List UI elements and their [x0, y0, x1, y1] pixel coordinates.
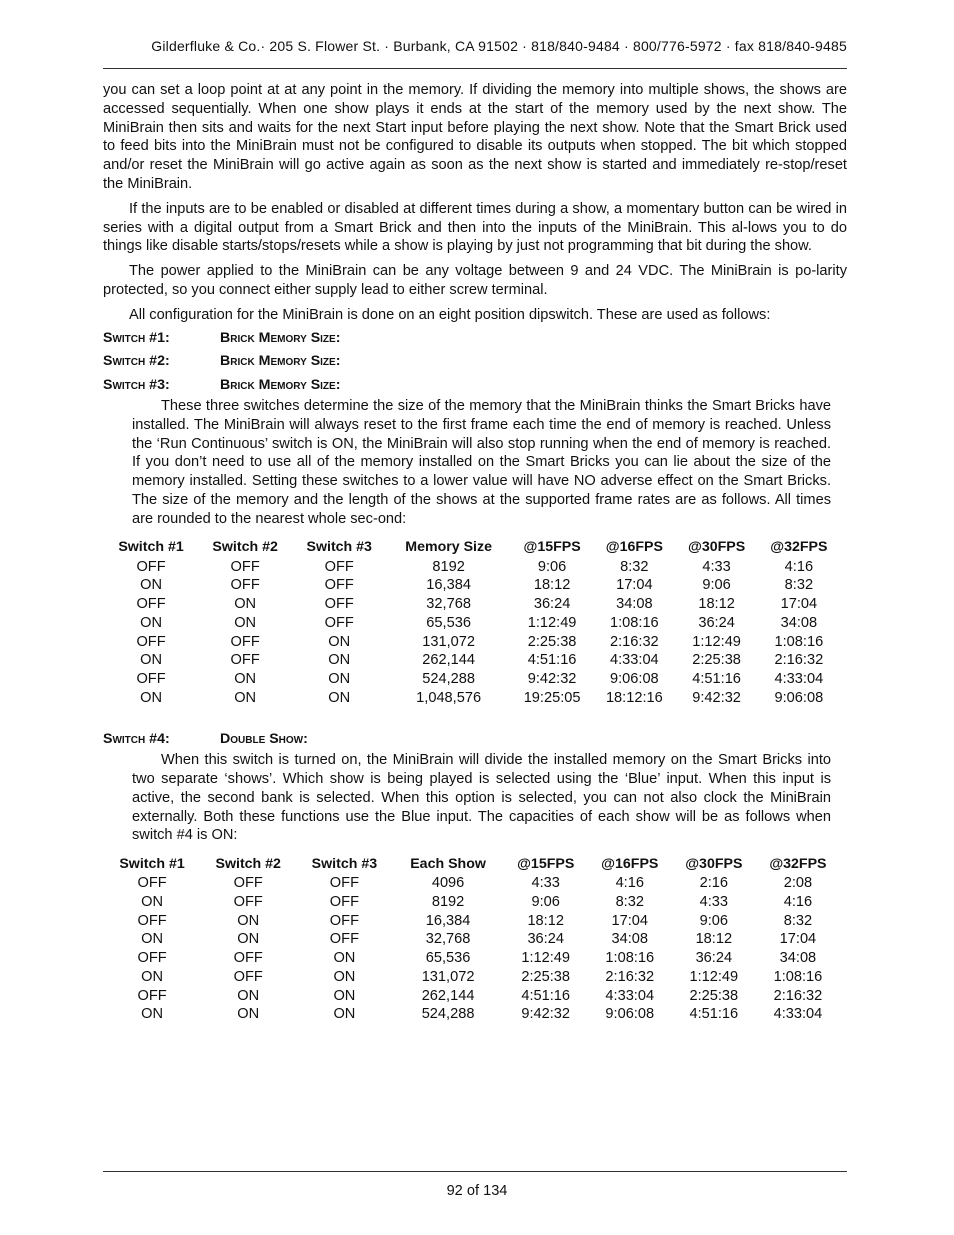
table-cell: 2:16: [699, 875, 729, 892]
table-header-row: [104, 538, 840, 558]
table-cell: OFF: [329, 931, 359, 948]
table-cell: ON: [141, 931, 164, 948]
table-cell: 36:24: [527, 931, 564, 948]
table-cell: 9:06: [531, 893, 560, 910]
table-cell: 8:32: [615, 893, 644, 910]
table-cell: OFF: [329, 875, 359, 892]
table-cell: ON: [140, 652, 162, 669]
column-header: @16FPS: [601, 855, 659, 872]
table-cell: 131,072: [421, 968, 475, 985]
table-cell: 18:12:16: [605, 689, 663, 706]
table-cell: 8:32: [783, 912, 813, 929]
table-cell: ON: [328, 671, 351, 688]
double-show-description: When this switch is turned on, the MiniBrain will divide the installed memory on the Smart Bricks into two separate ‘shows’. Which show is being played is selected using the ‘Blue’ input. When this input is active, the second bank is selected. When this option is selected, you can not also clock the MiniBrain externally. Both these functions use the Blue input. The capacities of each show will be as follows when switch #4 is ON:: [132, 752, 831, 844]
table-cell: 2:25:38: [527, 633, 577, 650]
table-cell: 4:51:16: [521, 987, 571, 1004]
table-cell: 16,384: [426, 577, 471, 594]
switch-2-title: Brick Memory Size:: [220, 353, 341, 370]
switch-2-heading: [103, 350, 847, 374]
table-cell: OFF: [233, 968, 263, 985]
table-header-row: [104, 854, 840, 874]
table-cell: 16,384: [425, 912, 471, 929]
table-cell: 4:33:04: [609, 652, 659, 669]
table-cell: OFF: [230, 652, 260, 669]
table-cell: 9:06: [537, 558, 567, 575]
column-header: Switch #2: [212, 539, 278, 556]
table-cell: ON: [237, 1006, 260, 1023]
column-header: Each Show: [410, 855, 486, 872]
switch-4-label: Switch #4:: [103, 730, 170, 747]
table-cell: OFF: [233, 893, 263, 910]
table-cell: ON: [328, 652, 351, 669]
table-cell: ON: [234, 689, 257, 706]
table-cell: OFF: [137, 912, 167, 929]
table-cell: OFF: [233, 950, 263, 967]
table-cell: 34:08: [779, 950, 817, 967]
table-cell: ON: [237, 912, 260, 929]
table-row: [104, 949, 840, 968]
column-header: Memory Size: [405, 539, 492, 556]
table-cell: 1:12:49: [692, 633, 741, 650]
table-row: [104, 987, 840, 1006]
table-cell: ON: [141, 1006, 164, 1023]
table-row: [104, 576, 840, 595]
table-cell: ON: [333, 987, 356, 1004]
table-row: [104, 689, 840, 708]
paragraph-inputs: If the inputs are to be enabled or disabled at different times during a show, a momentary button can be wired in series with a digital output from a Smart Brick and then into the inputs of the MiniBrain. This al-lows you to do things like disable starts/stops/resets while a show is playing by just not programming that bit during the show.: [103, 200, 847, 255]
table-cell: 65,536: [426, 614, 471, 631]
table-cell: 4:33: [702, 558, 731, 575]
footer-divider: [103, 1171, 847, 1172]
table-cell: 2:16:32: [605, 968, 655, 985]
table-cell: OFF: [233, 875, 263, 892]
column-header: Switch #1: [118, 539, 184, 556]
switch-1-label: Switch #1:: [103, 329, 170, 346]
table-cell: ON: [328, 633, 351, 650]
table-cell: 2:08: [783, 875, 813, 892]
table-cell: 8192: [431, 893, 465, 910]
table-row: [104, 930, 840, 949]
table-row: [104, 651, 840, 670]
column-header: @15FPS: [523, 539, 581, 556]
table-cell: 17:04: [616, 577, 653, 594]
switch-1-heading: [103, 327, 847, 351]
table-cell: 18:12: [533, 577, 571, 594]
table-cell: OFF: [230, 577, 260, 594]
table-cell: ON: [333, 950, 356, 967]
column-header: Switch #2: [215, 855, 281, 872]
switch-4-title: Double Show:: [220, 730, 308, 747]
switch-1-title: Brick Memory Size:: [220, 329, 341, 346]
table-cell: ON: [234, 614, 257, 631]
table-cell: 1:08:16: [773, 968, 823, 985]
table-cell: OFF: [329, 893, 359, 910]
table-cell: 34:08: [780, 614, 818, 631]
table-row: [104, 558, 840, 577]
table-cell: 2:25:38: [689, 987, 739, 1004]
table-cell: 4:51:16: [689, 1006, 739, 1023]
table-cell: 9:06: [699, 912, 729, 929]
table-cell: OFF: [136, 633, 166, 650]
table-cell: ON: [234, 596, 257, 613]
switch-3-label: Switch #3:: [103, 376, 170, 393]
table-cell: ON: [140, 689, 162, 706]
table-cell: 9:42:32: [527, 671, 577, 688]
table-cell: OFF: [324, 558, 354, 575]
table-cell: 9:42:32: [521, 1006, 571, 1023]
table-cell: 4:16: [784, 558, 814, 575]
table-cell: 18:12: [695, 931, 733, 948]
switch-3-heading: [103, 374, 847, 398]
table-cell: OFF: [230, 633, 260, 650]
paragraph-config: All configuration for the MiniBrain is done on an eight position dipswitch. These are used as follows:: [129, 306, 771, 323]
table-cell: OFF: [136, 596, 166, 613]
table-cell: 19:25:05: [523, 689, 581, 706]
table-cell: 32,768: [426, 596, 471, 613]
paragraph-power: The power applied to the MiniBrain can be any voltage between 9 and 24 VDC. The MiniBrain is po-larity protected, so you connect either supply lead to either screw terminal.: [103, 263, 847, 298]
column-header: @16FPS: [605, 539, 663, 556]
table-cell: 17:04: [779, 931, 817, 948]
table-cell: 4:33: [531, 875, 560, 892]
table-cell: ON: [141, 893, 164, 910]
table-cell: ON: [140, 614, 162, 631]
table-row: [104, 633, 840, 652]
table-cell: 4:16: [783, 893, 813, 910]
table-cell: 4:33:04: [605, 987, 655, 1004]
header-divider: [103, 68, 847, 69]
table-cell: 1:12:49: [521, 950, 571, 967]
paragraph-loop-point: you can set a loop point at at any point in the memory. If dividing the memory into multiple shows, the shows are accessed sequentially. When one show plays it ends at the start of the memory used by the next show. The MiniBrain then sits and waits for the next Start input before playing the next show. Note that the Smart Brick used to feed bits into the MiniBrain must not be configured to disable its outputs when stopped. The bit which stopped and/or reset the MiniBrain will go active again as soon as the next show is started and immediately re-stop/reset the MiniBrain.: [103, 82, 847, 192]
table-cell: 1:08:16: [605, 950, 655, 967]
table-cell: ON: [237, 931, 260, 948]
table-cell: 4:51:16: [692, 671, 741, 688]
table-cell: 65,536: [425, 950, 471, 967]
table-cell: 17:04: [780, 596, 818, 613]
table-cell: ON: [234, 671, 257, 688]
table-cell: 4096: [431, 875, 465, 892]
table-row: [104, 968, 840, 987]
table-cell: 1:12:49: [527, 614, 577, 631]
page-number: 92 of 134: [446, 1183, 508, 1199]
table-row: [104, 874, 840, 893]
table-row: [104, 912, 840, 931]
column-header: @32FPS: [770, 539, 828, 556]
table-cell: 18:12: [698, 596, 735, 613]
column-header: Switch #1: [119, 855, 185, 872]
table-cell: 8192: [432, 558, 465, 575]
page-content: [103, 81, 847, 1024]
table-row: [104, 614, 840, 633]
table-cell: 8:32: [620, 558, 649, 575]
column-header: @15FPS: [517, 855, 575, 872]
table-cell: ON: [141, 968, 164, 985]
table-cell: OFF: [324, 596, 354, 613]
table-cell: 36:24: [533, 596, 571, 613]
table-cell: 9:06: [702, 577, 731, 594]
column-header: @30FPS: [687, 539, 746, 556]
table-cell: 9:42:32: [692, 689, 741, 706]
table-cell: 17:04: [611, 912, 649, 929]
table-cell: OFF: [324, 614, 354, 631]
table-cell: ON: [237, 987, 260, 1004]
column-header: Switch #3: [306, 539, 372, 556]
table-cell: ON: [333, 968, 356, 985]
table-cell: 2:16:32: [609, 633, 659, 650]
column-header: @30FPS: [685, 855, 743, 872]
table-cell: 1:08:16: [774, 633, 824, 650]
table-cell: 2:25:38: [692, 652, 741, 669]
table-cell: 2:16:32: [774, 652, 824, 669]
table-cell: 4:16: [615, 875, 644, 892]
table-cell: 8:32: [784, 577, 814, 594]
table-row: [104, 670, 840, 689]
table-cell: 1:08:16: [609, 614, 659, 631]
table-cell: OFF: [137, 987, 167, 1004]
double-show-table: [104, 854, 840, 1024]
column-header: @32FPS: [769, 855, 827, 872]
switch-3-title: Brick Memory Size:: [220, 376, 341, 393]
table-cell: 2:16:32: [773, 987, 823, 1004]
table-cell: ON: [140, 577, 162, 594]
table-cell: 32,768: [425, 931, 471, 948]
table-cell: 34:08: [616, 596, 653, 613]
table-row: [104, 893, 840, 912]
memory-size-description: These three switches determine the size of the memory that the MiniBrain thinks the Smart Bricks have installed. The MiniBrain will always reset to the first frame each time the end of memory is reached. Unless the ‘Run Continuous’ switch is ON, the MiniBrain will also stop running when the end of memory is reached. If you don’t need to use all of the memory installed on the Smart Bricks you can lie about the size of the memory installed. Setting these switches to a lower value will have NO adverse effect on the Smart Bricks. The size of the memory and the length of the shows at the supported frame rates are as follows. All times are rounded to the nearest whole sec-ond:: [132, 398, 831, 527]
table-cell: 262,144: [421, 987, 475, 1004]
table-cell: 9:06:08: [605, 1006, 655, 1023]
table-cell: OFF: [137, 950, 167, 967]
table-cell: 131,072: [422, 633, 475, 650]
table-cell: 262,144: [422, 652, 475, 669]
table-row: [104, 595, 840, 614]
table-cell: 9:06:08: [774, 689, 824, 706]
table-cell: OFF: [136, 671, 166, 688]
table-cell: 4:33:04: [774, 671, 824, 688]
switch-2-label: Switch #2:: [103, 353, 170, 370]
table-cell: 34:08: [611, 931, 649, 948]
table-cell: 4:33: [699, 893, 729, 910]
table-cell: 1,048,576: [416, 689, 482, 706]
table-cell: 4:33:04: [773, 1006, 823, 1023]
column-header: Switch #3: [311, 855, 378, 872]
table-cell: OFF: [324, 577, 354, 594]
table-cell: 18:12: [527, 912, 564, 929]
page-header: Gilderfluke & Co.· 205 S. Flower St. · Burbank, CA 91502 · 818/840-9484 · 800/776-5972 · fax 818/840-9485: [151, 38, 847, 54]
switch-4-heading: [103, 728, 847, 752]
table-cell: 524,288: [422, 671, 475, 688]
memory-size-table: [104, 538, 840, 708]
table-cell: 2:25:38: [521, 968, 571, 985]
table-cell: OFF: [329, 912, 359, 929]
table-cell: OFF: [136, 558, 166, 575]
table-cell: ON: [333, 1006, 356, 1023]
table-cell: 1:12:49: [689, 968, 739, 985]
table-row: [104, 1005, 840, 1024]
table-cell: 36:24: [698, 614, 735, 631]
table-cell: 36:24: [695, 950, 733, 967]
table-cell: 9:06:08: [609, 671, 659, 688]
table-cell: ON: [328, 689, 351, 706]
table-cell: 524,288: [421, 1006, 475, 1023]
table-cell: OFF: [137, 875, 167, 892]
table-cell: 4:51:16: [527, 652, 577, 669]
table-cell: OFF: [230, 558, 260, 575]
